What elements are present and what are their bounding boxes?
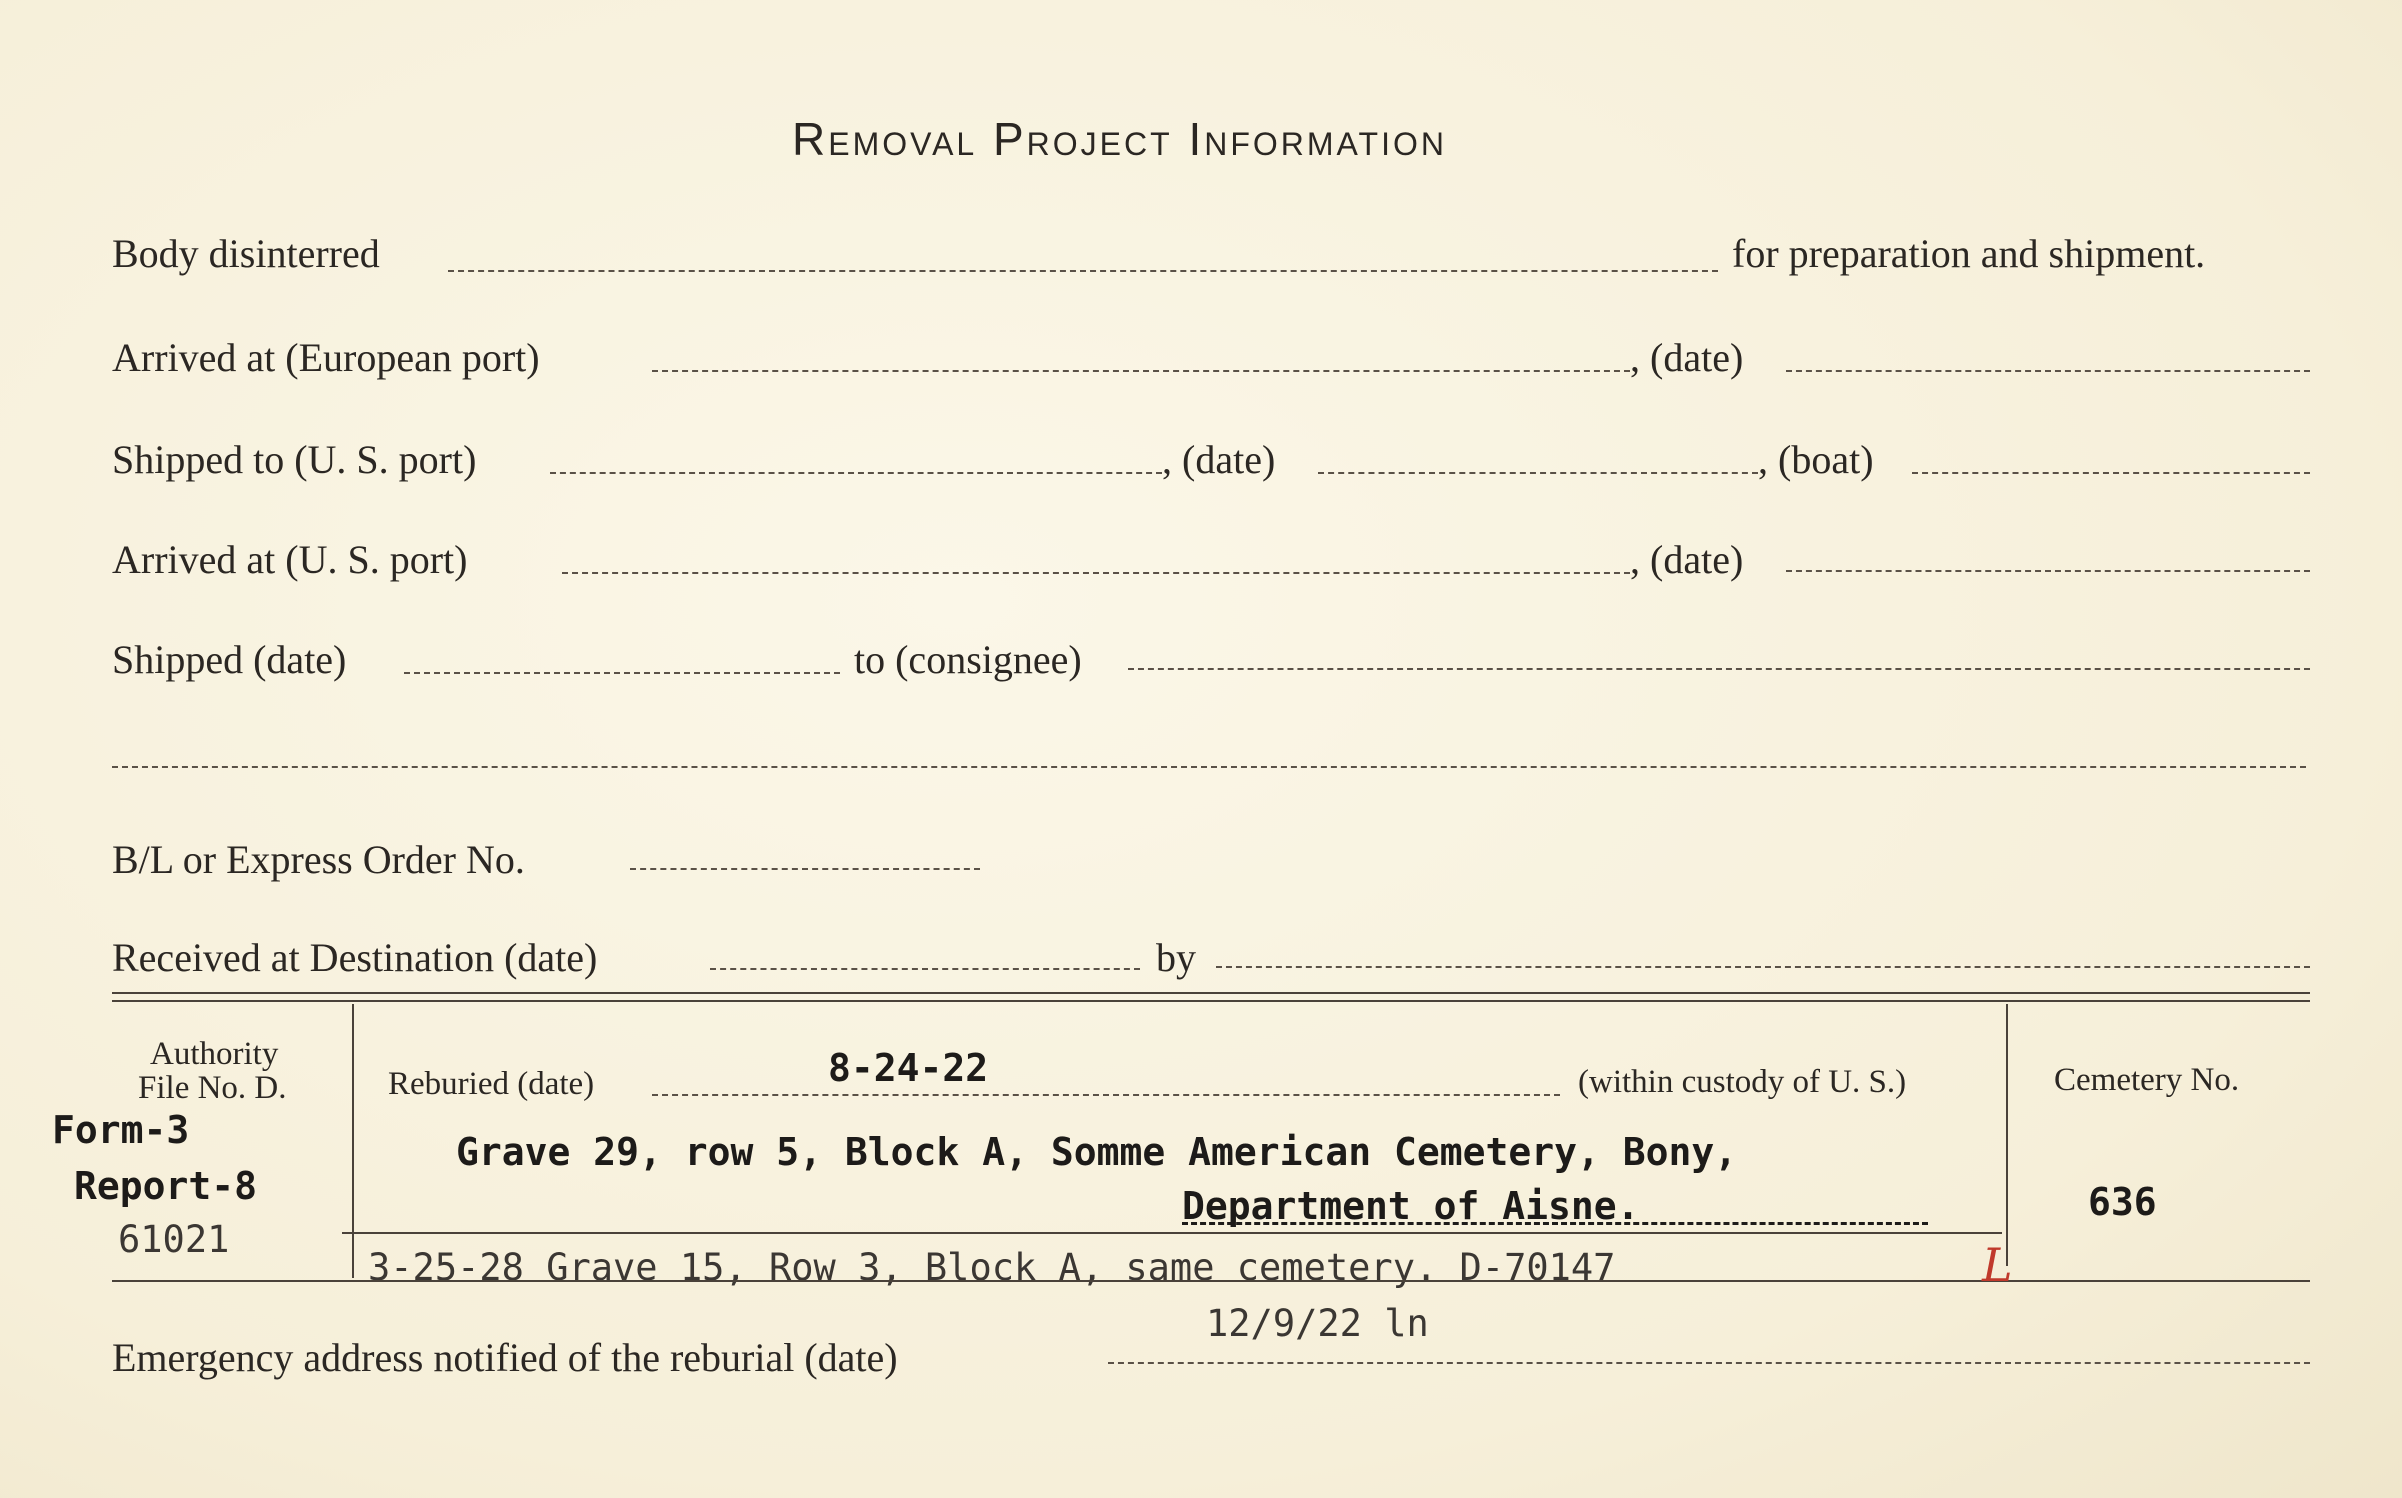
authority-label: Authority — [150, 1036, 279, 1072]
label-for-preparation: for preparation and shipment. — [1732, 231, 2206, 276]
label-body-disinterred: Body disinterred — [112, 231, 380, 276]
field-body-disinterred — [448, 270, 1718, 272]
field-date-3 — [1786, 570, 2310, 572]
label-arrived-us: Arrived at (U. S. port) — [112, 537, 468, 582]
label-shipped-to-us: Shipped to (U. S. port) — [112, 437, 477, 482]
label-shipped-date: Shipped (date) — [112, 637, 347, 682]
reburial-line-1: Grave 29, row 5, Block A, Somme American Cemetery, Bony, — [456, 1130, 1738, 1174]
label-by: by — [1156, 935, 1196, 980]
field-received-date — [710, 968, 1140, 970]
reburial-line-3: 3-25-28 Grave 15, Row 3, Block A, same cemetery. D-70147 — [368, 1246, 1616, 1289]
field-date-1 — [1786, 370, 2310, 372]
reburial-line-2: Department of Aisne. — [1182, 1184, 1640, 1228]
cemetery-number: 636 — [2088, 1180, 2157, 1224]
authority-report: Report-8 — [74, 1164, 258, 1208]
label-date-2: , (date) — [1162, 437, 1276, 482]
field-shipped-date — [404, 672, 840, 674]
label-boat: , (boat) — [1758, 437, 1874, 482]
label-date-1: , (date) — [1630, 335, 1744, 380]
label-date-3: , (date) — [1630, 537, 1744, 582]
field-boat — [1912, 472, 2310, 474]
card-title: Removal Project Information — [792, 113, 1447, 165]
label-bl-order: B/L or Express Order No. — [112, 837, 525, 882]
reburied-date-value: 8-24-22 — [828, 1046, 989, 1090]
label-to-consignee: to (consignee) — [854, 637, 1082, 682]
label-emergency-address: Emergency address notified of the reburial (date) — [112, 1335, 898, 1380]
reburial-underline — [1182, 1222, 1928, 1225]
field-consignee — [1128, 668, 2310, 670]
double-rule-bottom — [112, 1000, 2310, 1002]
label-arrived-european: Arrived at (European port) — [112, 335, 540, 380]
label-within-custody: (within custody of U. S.) — [1578, 1064, 1907, 1100]
box-bottom-rule — [112, 1280, 2310, 1282]
field-arrived-us-port — [562, 572, 1630, 574]
field-blank-line — [112, 766, 2306, 768]
field-reburied-date — [652, 1094, 1560, 1096]
field-emergency-date — [1108, 1362, 2310, 1364]
emergency-date-value: 12/9/22 ln — [1206, 1302, 1429, 1345]
label-received-at: Received at Destination (date) — [112, 935, 598, 980]
field-european-port — [652, 370, 1630, 372]
authority-form: Form-3 — [52, 1108, 190, 1152]
double-rule-top — [112, 992, 2310, 994]
file-no-label: File No. D. — [138, 1070, 287, 1106]
box-right-divider — [2006, 1004, 2008, 1266]
field-us-port — [550, 472, 1162, 474]
field-received-by — [1216, 966, 2310, 968]
box-left-divider — [352, 1004, 354, 1278]
authority-file-number: 61021 — [118, 1218, 230, 1261]
label-cemetery-no: Cemetery No. — [2054, 1062, 2240, 1098]
field-date-2 — [1318, 472, 1758, 474]
field-bl-order — [630, 868, 980, 870]
label-reburied-date: Reburied (date) — [388, 1066, 595, 1102]
box-inner-rule — [342, 1232, 2002, 1234]
red-pencil-mark: L — [1982, 1238, 2013, 1292]
